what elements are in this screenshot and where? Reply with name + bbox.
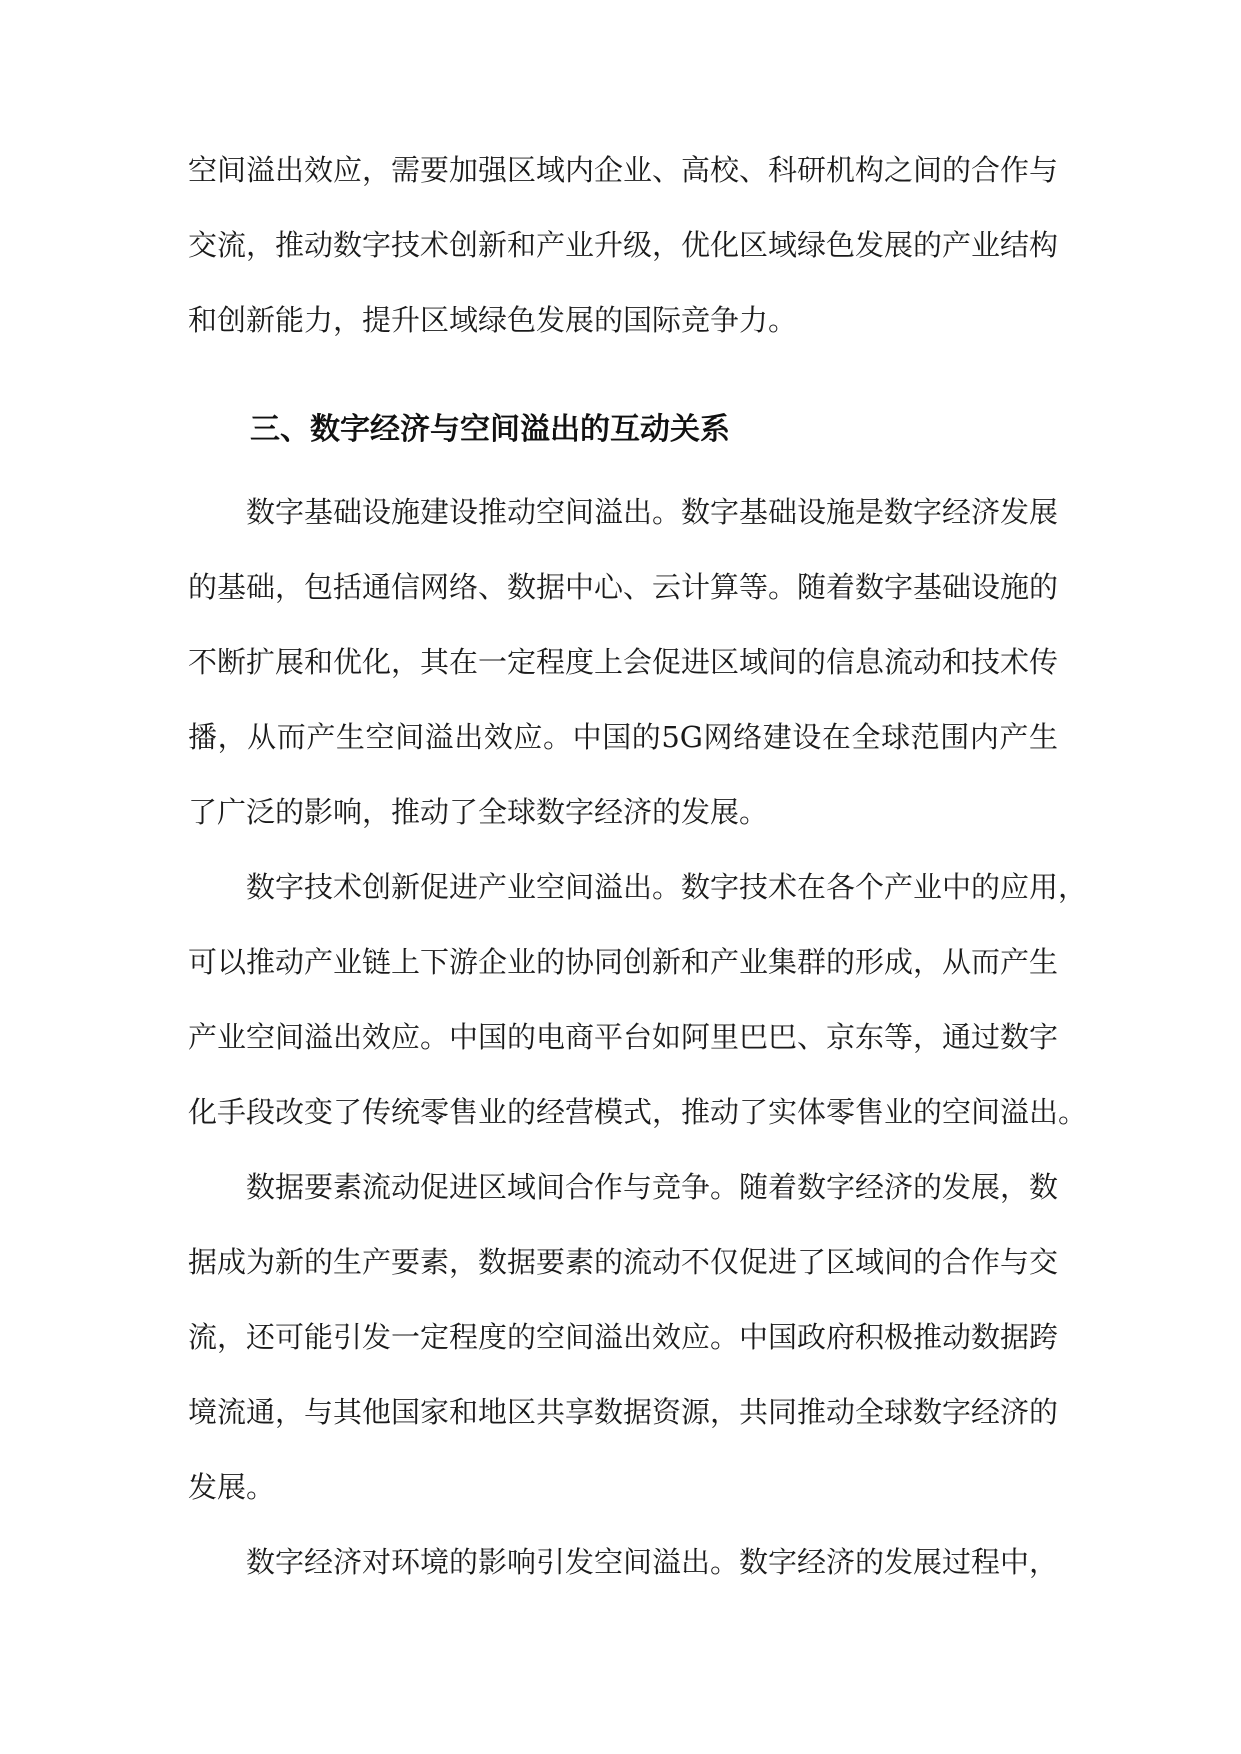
paragraph-line: 和创新能力，提升区域绿色发展的国际竞争力。 [188,303,798,337]
paragraph-line: 数字经济对环境的影响引发空间溢出。数字经济的发展过程中， [246,1545,1059,1579]
paragraph-line: 数据要素流动促进区域间合作与竞争。随着数字经济的发展，数 [246,1170,1059,1204]
paragraph-line: 了广泛的影响，推动了全球数字经济的发展。 [188,795,769,829]
paragraph-line: 据成为新的生产要素，数据要素的流动不仅促进了区域间的合作与交 [188,1245,1059,1279]
paragraph-line: 数字技术创新促进产业空间溢出。数字技术在各个产业中的应用， [246,870,1088,904]
paragraph-line: 空间溢出效应，需要加强区域内企业、高校、科研机构之间的合作与 [188,153,1059,187]
paragraph-line: 发展。 [188,1470,276,1504]
paragraph-line: 产业空间溢出效应。中国的电商平台如阿里巴巴、京东等，通过数字 [188,1020,1059,1054]
paragraph-line: 交流，推动数字技术创新和产业升级，优化区域绿色发展的产业结构 [188,228,1059,262]
paragraph-line: 化手段改变了传统零售业的经营模式，推动了实体零售业的空间溢出。 [188,1095,1088,1129]
paragraph-line: 可以推动产业链上下游企业的协同创新和产业集群的形成，从而产生 [188,945,1059,979]
paragraph-line: 数字基础设施建设推动空间溢出。数字基础设施是数字经济发展 [246,495,1059,529]
paragraph-line: 的基础，包括通信网络、数据中心、云计算等。随着数字基础设施的 [188,570,1059,604]
paragraph-line: 流，还可能引发一定程度的空间溢出效应。中国政府积极推动数据跨 [188,1320,1059,1354]
paragraph-line: 不断扩展和优化，其在一定程度上会促进区域间的信息流动和技术传 [188,645,1059,679]
paragraph-line: 境流通，与其他国家和地区共享数据资源，共同推动全球数字经济的 [188,1395,1059,1429]
section-heading: 三、数字经济与空间溢出的互动关系 [250,412,730,447]
paragraph-line: 播，从而产生空间溢出效应。中国的5G网络建设在全球范围内产生 [188,720,1058,754]
